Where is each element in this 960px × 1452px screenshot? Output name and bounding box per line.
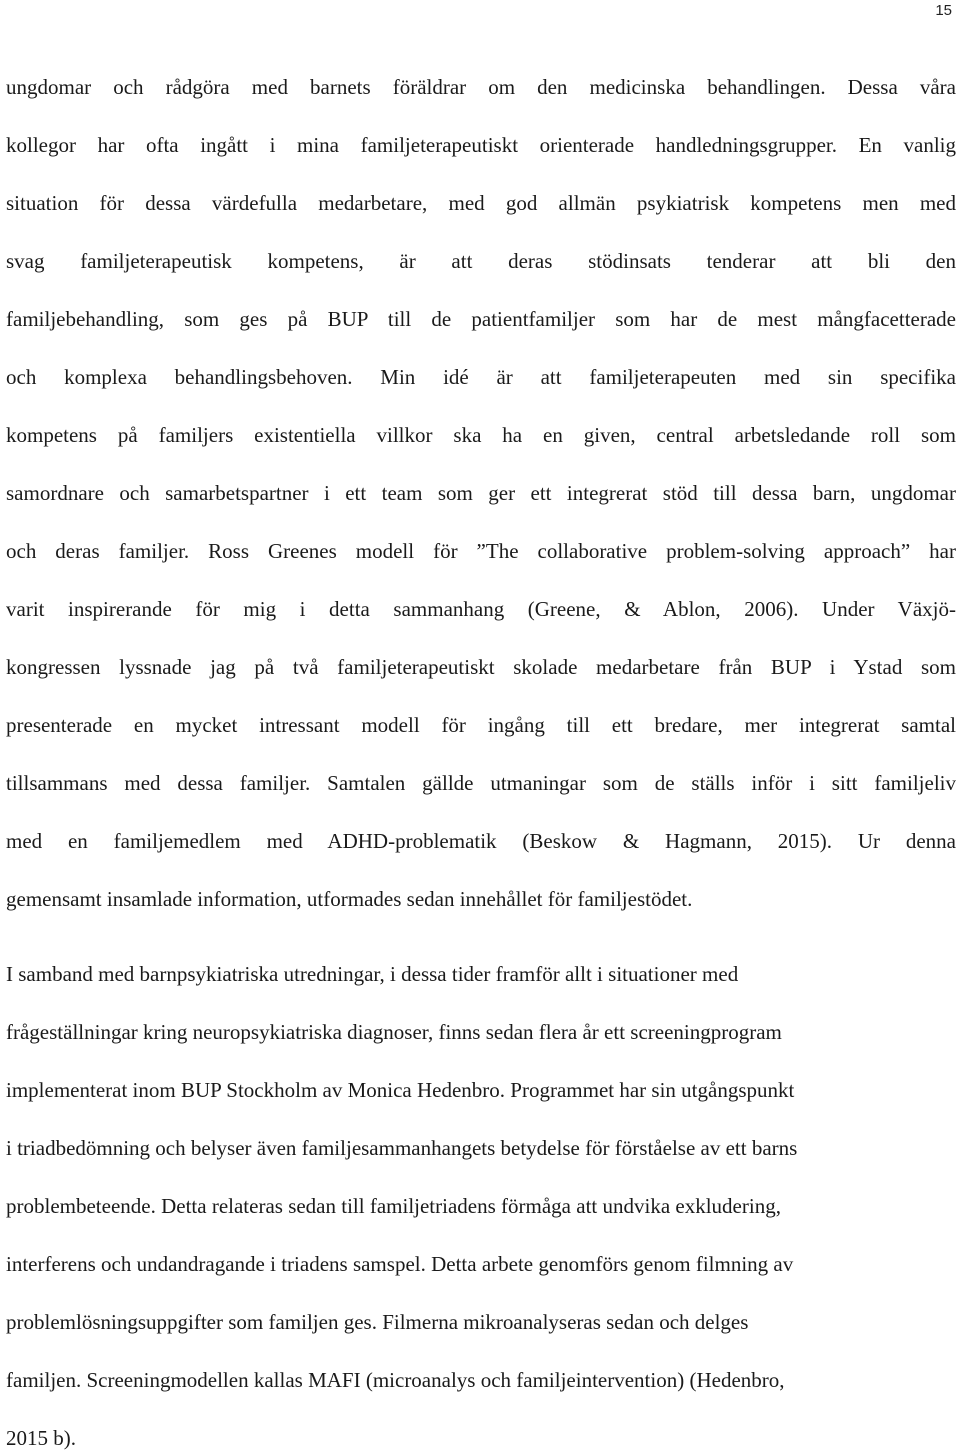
text-line: samordnare och samarbetspartner i ett team som ger ett integrerat stöd till dessa barn, ungdomar [6,481,956,505]
text-line: kongressen lyssnade jag på två familjeterapeutiskt skolade medarbetare från BUP i Ystad som [6,655,956,679]
text-line: varit inspirerande för mig i detta sammanhang (Greene, & Ablon, 2006). Under Växjö- [6,597,956,621]
text-line: och komplexa behandlingsbehoven. Min idé är att familjeterapeuten med sin specifika [6,365,956,389]
text-line: frågeställningar kring neuropsykiatriska diagnoser, finns sedan flera år ett screeningprogram [6,1020,782,1044]
text-line: gemensamt insamlade information, utformades sedan innehållet för familjestödet. [6,887,693,911]
text-line: familjen. Screeningmodellen kallas MAFI (microanalys och familjeintervention) (Hedenbro, [6,1368,785,1392]
text-line: implementerat inom BUP Stockholm av Monica Hedenbro. Programmet har sin utgångspunkt [6,1078,795,1102]
text-line: 2015 b). [6,1426,76,1450]
text-line: kollegor har ofta ingått i mina familjeterapeutiskt orienterade handledningsgrupper. En vanlig [6,133,956,157]
text-line: i triadbedömning och belyser även familjesammanhangets betydelse för förståelse av ett barns [6,1136,798,1160]
text-line: presenterade en mycket intressant modell för ingång till ett bredare, mer integrerat samtal [6,713,956,737]
text-line: tillsammans med dessa familjer. Samtalen gällde utmaningar som de ställs inför i sitt familjeliv [6,771,956,795]
text-line: problembeteende. Detta relateras sedan till familjetriadens förmåga att undvika exkludering, [6,1194,781,1218]
text-line: I samband med barnpsykiatriska utredningar, i dessa tider framför allt i situationer med [6,962,739,986]
text-line: svag familjeterapeutisk kompetens, är att deras stödinsats tenderar att bli den [6,249,956,273]
text-line: ungdomar och rådgöra med barnets föräldrar om den medicinska behandlingen. Dessa våra [6,75,956,99]
text-line: med en familjemedlem med ADHD-problematik (Beskow & Hagmann, 2015). Ur denna [6,829,956,853]
text-line: familjebehandling, som ges på BUP till de patientfamiljer som har de mest mångfacetterade [6,307,956,331]
text-line: kompetens på familjers existentiella villkor ska ha en given, central arbetsledande roll som [6,423,956,447]
text-line: problemlösningsuppgifter som familjen ges. Filmerna mikroanalyseras sedan och delges [6,1310,749,1334]
text-line: och deras familjer. Ross Greenes modell för ”The collaborative problem-solving approach” har [6,539,956,563]
text-line: interferens och undandragande i triadens samspel. Detta arbete genomförs genom filmning av [6,1252,794,1276]
text-line: situation för dessa värdefulla medarbetare, med god allmän psykiatrisk kompetens men med [6,191,956,215]
page-number: 15 [935,2,952,19]
